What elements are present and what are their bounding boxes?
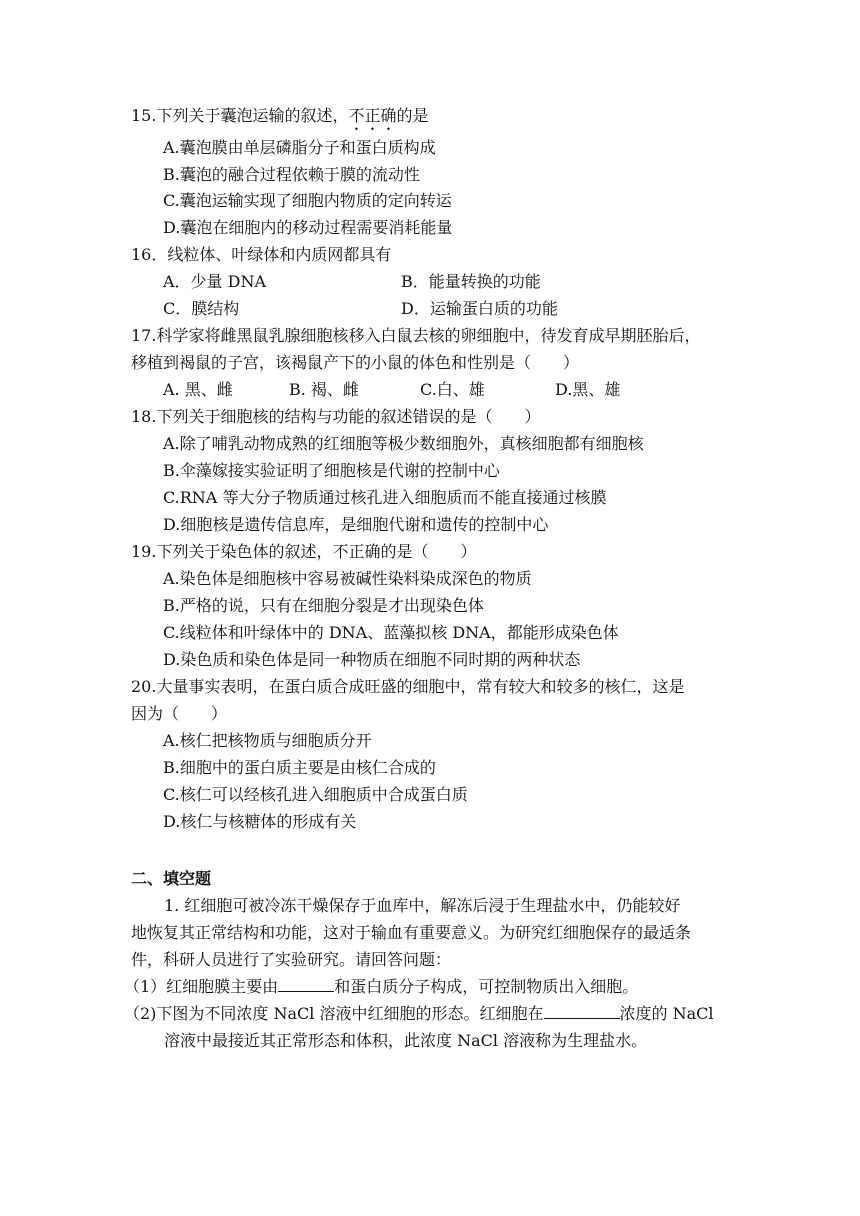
q15-option-a: A.囊泡膜由单层磷脂分子和蛋白质构成 <box>163 138 436 157</box>
q16-option-a: A．少量 DNA <box>163 272 267 291</box>
q17-option-a: A. 黑、雌 <box>163 380 233 399</box>
q16-option-d: D．运输蛋白质的功能 <box>401 299 558 318</box>
q20-option-d: D.核仁与核糖体的形成有关 <box>163 812 357 831</box>
q20-option-b: B.细胞中的蛋白质主要是由核仁合成的 <box>163 758 436 777</box>
q19-option-c: C.线粒体和叶绿体中的 DNA、蓝藻拟核 DNA，都能形成染色体 <box>163 623 619 642</box>
q15-stem-part: 15.下列关于囊泡运输的叙述， <box>131 106 349 125</box>
fill-part2 <box>124 1004 714 1024</box>
q15-option-c: C.囊泡运输实现了细胞内物质的定向转运 <box>163 191 452 210</box>
section-heading: 二、填空题 <box>131 869 212 888</box>
q18-option-c: C.RNA 等大分子物质通过核孔进入细胞质而不能直接通过核膜 <box>163 488 607 507</box>
q16-stem: 16．线粒体、叶绿体和内质网都具有 <box>131 245 392 264</box>
fill-part1-text: （1）红细胞膜主要由 <box>124 977 279 996</box>
q18-stem: 18.下列关于细胞核的结构与功能的叙述错误的是（ ） <box>131 407 541 426</box>
fill-part2-line2: 溶液中最接近其正常形态和体积，此浓度 NaCl 溶液称为生理盐水。 <box>164 1031 648 1050</box>
q18-option-a: A.除了哺乳动物成熟的红细胞等极少数细胞外，真核细胞都有细胞核 <box>163 434 644 453</box>
q17-option-b: B. 褐、雌 <box>289 380 359 399</box>
q20-option-a: A.核仁把核物质与细胞质分开 <box>163 731 372 750</box>
fill-q1-intro-line2: 地恢复其正常结构和功能，这对于输血有重要意义。为研究红细胞保存的最适条 <box>131 923 692 942</box>
q18-option-d: D.细胞核是遗传信息库，是细胞代谢和遗传的控制中心 <box>163 515 549 534</box>
q19-stem: 19.下列关于染色体的叙述，不正确的是（ ） <box>131 542 477 561</box>
q15-emphasis: 不正确 <box>348 106 397 125</box>
fill-q1-intro-line1: 1. 红细胞可被冷冻干燥保存于血库中，解冻后浸于生理盐水中，仍能较好 <box>164 896 681 915</box>
q17-option-c: C.白、雄 <box>420 380 485 399</box>
q20-option-c: C.核仁可以经核孔进入细胞质中合成蛋白质 <box>163 785 468 804</box>
q20-stem-line1: 20.大量事实表明，在蛋白质合成旺盛的细胞中，常有较大和较多的核仁，这是 <box>131 677 685 696</box>
q20-stem-line2: 因为（ ） <box>131 704 228 723</box>
q19-option-d: D.染色质和染色体是同一种物质在细胞不同时期的两种状态 <box>163 650 581 669</box>
q17-stem-line2: 移植到褐鼠的子宫，该褐鼠产下的小鼠的体色和性别是（ ） <box>131 353 580 372</box>
q16-option-c: C．膜结构 <box>163 299 240 318</box>
fill-part1 <box>124 977 638 997</box>
q15-option-b: B.囊泡的融合过程依赖于膜的流动性 <box>163 165 420 184</box>
answer-blank-1[interactable] <box>278 977 334 992</box>
q15-stem <box>131 106 428 134</box>
q15-option-d: D.囊泡在细胞内的移动过程需要消耗能量 <box>163 218 453 237</box>
q19-option-a: A.染色体是细胞核中容易被碱性染料染成深色的物质 <box>163 569 532 588</box>
q17-option-d: D.黑、雄 <box>555 380 621 399</box>
q18-option-b: B.伞藻嫁接实验证明了细胞核是代谢的控制中心 <box>163 461 500 480</box>
fill-q1-intro-line3: 件，科研人员进行了实验研究。请回答问题： <box>131 950 452 969</box>
fill-part2-text-end: 浓度的 NaCl <box>619 1004 714 1023</box>
fill-part2-text: （2)下图为不同浓度 NaCl 溶液中红细胞的形态。红细胞在 <box>124 1004 544 1023</box>
fill-part1-text-end: 和蛋白质分子构成，可控制物质出入细胞。 <box>334 977 639 996</box>
q17-stem-line1: 17.科学家将雌黑鼠乳腺细胞核移入白鼠去核的卵细胞中，待发育成早期胚胎后， <box>131 326 701 345</box>
answer-blank-2[interactable] <box>544 1004 620 1019</box>
q16-option-b: B．能量转换的功能 <box>401 272 541 291</box>
q19-option-b: B.严格的说，只有在细胞分裂是才出现染色体 <box>163 596 484 615</box>
q15-stem-end: 的是 <box>396 106 429 125</box>
